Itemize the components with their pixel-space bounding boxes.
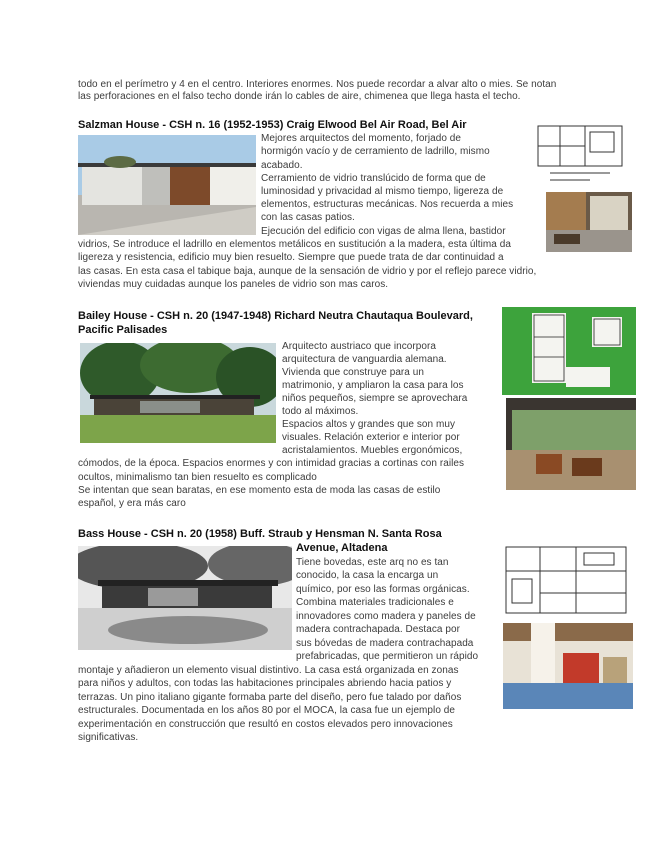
section-text-line: Cerramiento de vidrio translúcido de forma que de xyxy=(261,173,486,184)
bailey-site-plan xyxy=(502,307,636,395)
section-text-line: hormigón vacío y de cerramiento de ladrillo, mismo xyxy=(261,146,490,157)
salzman-floor-plan xyxy=(530,118,630,188)
section-text-line: viviendas muy cuidadas aunque los paneles de vidrio son mas caros. xyxy=(78,279,389,290)
salzman-interior-photo xyxy=(546,192,632,252)
section-text-line: vidrios, Se introduce el ladrillo en elementos metálicos en sustitución a la madera, esta última da xyxy=(78,239,511,250)
section-text-line: cómodos, de la época. Espacios enormes y con intimidad gracias a cortinas con railes xyxy=(78,458,465,469)
section-text-line: Tiene bovedas, este arq no es tan xyxy=(296,557,449,568)
section-text-line: Vivienda que construye para un xyxy=(282,367,424,378)
intro-line: todo en el perímetro y 4 en el centro. Interiores enormes. Nos puede recordar a alvar alto o mies. Se notan xyxy=(78,79,557,90)
section-text-line: madera contrachapada. Destaca por xyxy=(296,624,460,635)
intro-line: las perforaciones en el falso techo donde irán lo cables de aire, chimenea que llega hasta el techo. xyxy=(78,91,521,102)
section-text-line: terrazas. Un pino italiano gigante formaba parte del diseño, pero fue talado por daños xyxy=(78,692,462,703)
section-text-line: ocultos, minimalismo tan bien resuelto es complicado xyxy=(78,472,317,483)
section-text-line: Arquitecto austriaco que incorpora xyxy=(282,341,437,352)
section-text-line: estructurales. Documentada en los años 80 por el MOCA, la casa fue un ejemplo de xyxy=(78,705,455,716)
section-text-line: niños pequeños, siempre se aprovechara xyxy=(282,393,468,404)
section-text-line: experimentación en construcción que resultó en costos elevados pero innovaciones xyxy=(78,719,453,730)
bass-interior-photo xyxy=(503,623,633,709)
salzman-house-photo xyxy=(78,135,256,235)
section-text-line: para niños y adultos, con todas las habitaciones principales abriendo hacia patios y xyxy=(78,678,452,689)
section-text-line: matrimonio, y ampliaron la casa para los xyxy=(282,380,464,391)
section-text-line: arquitectura de vanguardia alemana. xyxy=(282,354,447,365)
section-text-line: conocido, la casa la encarga un xyxy=(296,570,439,581)
section-text-line: montaje y añadieron un elemento visual distintivo. La casa está organizada en zonas xyxy=(78,665,459,676)
section-text-line: con las casas patios. xyxy=(261,212,355,223)
section-text-line: todo al máximos. xyxy=(282,406,359,417)
section-text-line: Combina materiales tradicionales e xyxy=(296,597,454,608)
section-title: Bass House - CSH n. 20 (1958) Buff. Straub y Hensman N. Santa Rosa xyxy=(78,528,442,540)
section-title: Avenue, Altadena xyxy=(296,542,388,554)
section-text-line: Ejecución del edificio con vigas de alma llena, bastidor xyxy=(261,226,506,237)
section-title: Bailey House - CSH n. 20 (1947-1948) Richard Neutra Chautaqua Boulevard, xyxy=(78,310,473,322)
section-title: Pacific Palisades xyxy=(78,324,168,336)
section-text-line: Se intentan que sean baratas, en ese momento esta de moda las casas de estilo xyxy=(78,485,441,496)
section-text-line: elementos, estructuras mecánicas. Nos recuerda a mies xyxy=(261,199,514,210)
section-text-line: acabado. xyxy=(261,160,303,171)
bass-floor-plan xyxy=(500,541,632,621)
section-text-line: visuales. Relación exterior e interior por xyxy=(282,432,460,443)
section-text-line: innovadores como madera y paneles de xyxy=(296,611,476,622)
bailey-house-photo xyxy=(80,343,276,443)
section-text-line: luminosidad y privacidad al mismo tiempo, ligereza de xyxy=(261,186,504,197)
section-text-line: sus bóvedas de madera contrachapada xyxy=(296,638,474,649)
section-text-line: ligereza y resistencia, edificio muy bien resuelto. Siempre que puede trata de dar continuidad a xyxy=(78,252,504,263)
section-text-line: Espacios altos y grandes que son muy xyxy=(282,419,456,430)
section-text-line: Mejores arquitectos del momento, forjado de xyxy=(261,133,462,144)
bass-house-photo xyxy=(78,546,292,650)
section-text-line: prefabricadas, que permitieron un rápido xyxy=(296,651,479,662)
section-text-line: significativas. xyxy=(78,732,139,743)
section-text-line: español, y era más caro xyxy=(78,498,186,509)
section-text-line: químico, por eso las formas orgánicas. xyxy=(296,584,470,595)
section-title: Salzman House - CSH n. 16 (1952-1953) Craig Elwood Bel Air Road, Bel Air xyxy=(78,119,467,131)
section-text-line: las casas. En esta casa el tabique baja, aunque de la sensación de vidrio y por el reflejo parece vidrio, xyxy=(78,266,537,277)
section-text-line: acristalamientos. Muebles ergonómicos, xyxy=(282,445,463,456)
bailey-interior-photo xyxy=(506,398,636,490)
